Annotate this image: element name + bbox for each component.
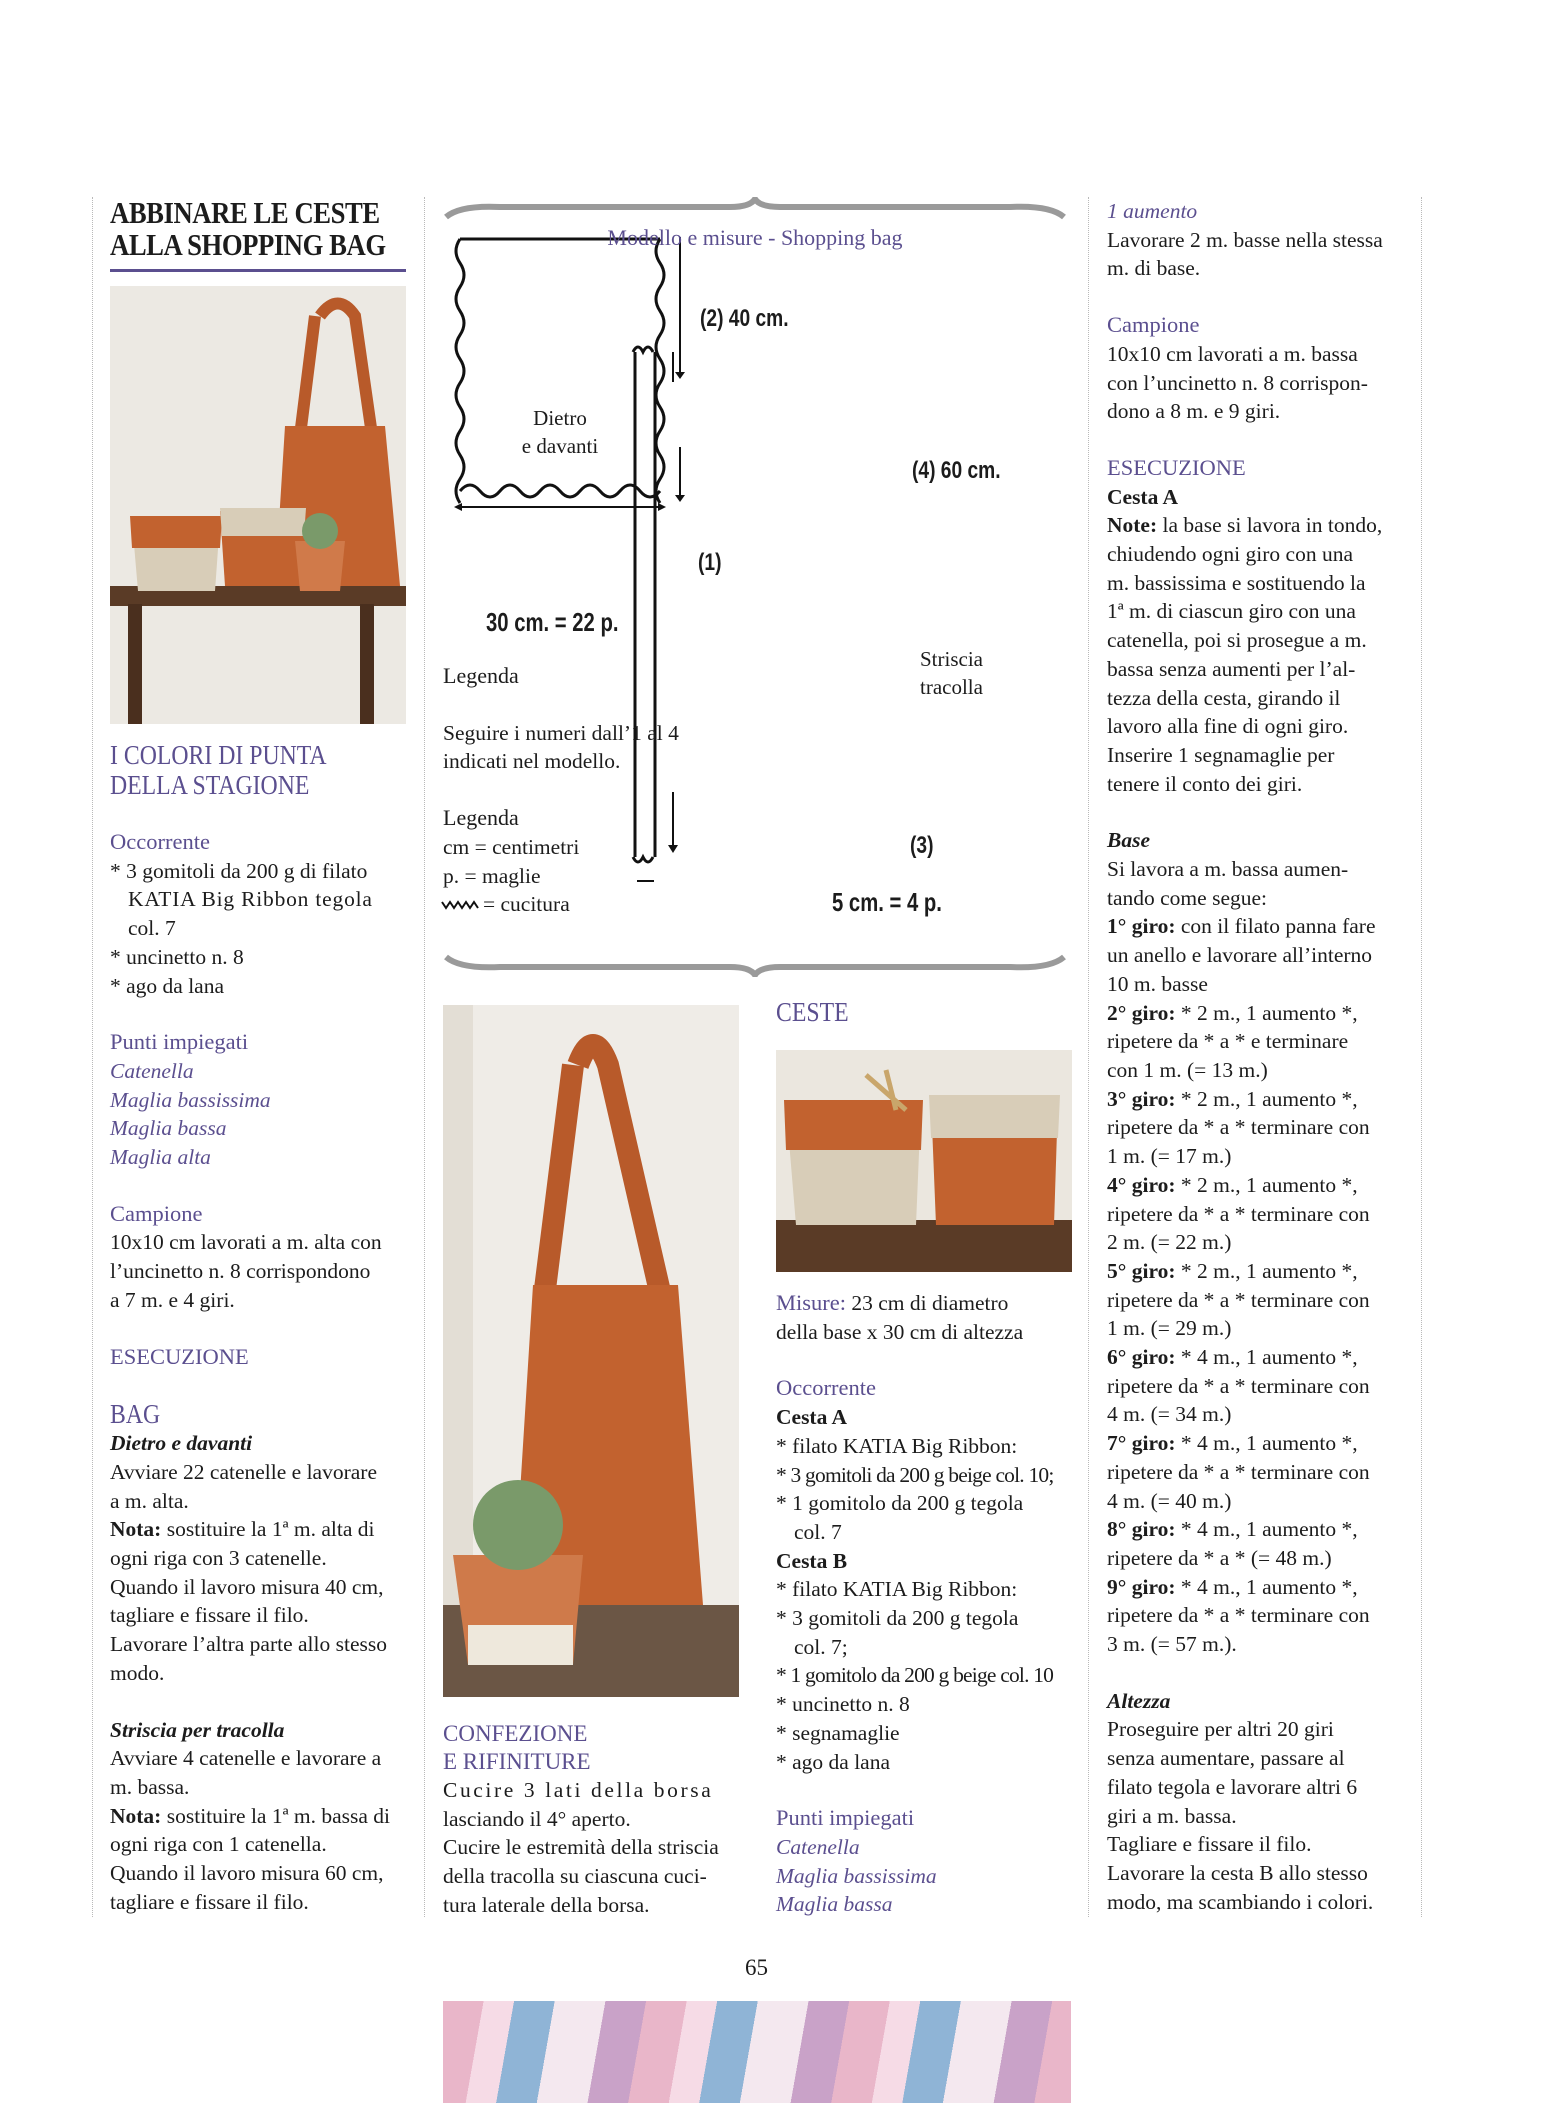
materials-line: * 1 gomitolo da 200 g tegola bbox=[776, 1491, 1024, 1516]
body-text: 10 m. basse bbox=[1107, 971, 1208, 996]
stitch-item: Catenella bbox=[776, 1834, 860, 1859]
body-text: ripetere da * a * e terminare bbox=[1107, 1029, 1349, 1054]
body-text: filato tegola e lavorare altri 6 bbox=[1107, 1774, 1358, 1799]
body-text: ripetere da * a * terminare con bbox=[1107, 1373, 1370, 1398]
body-text: 3 m. (= 57 m.). bbox=[1107, 1632, 1237, 1657]
body-text: lavoro alla fine di ogni giro. bbox=[1107, 714, 1349, 739]
body-text: Cucire le estremità della striscia bbox=[443, 1835, 719, 1860]
materials-line: * filato KATIA Big Ribbon: bbox=[776, 1433, 1018, 1458]
body-text: Nota: sostituire la 1ª m. bassa di bbox=[110, 1803, 391, 1828]
subheading: 1 aumento bbox=[1107, 199, 1198, 223]
body-text: della tracolla su ciascuna cuci- bbox=[443, 1864, 707, 1889]
stitch-item: Maglia bassa bbox=[110, 1116, 227, 1141]
ceste-heading: CESTE bbox=[776, 997, 849, 1027]
esecuzione-heading: ESECUZIONE bbox=[1107, 454, 1246, 480]
ceste-illustration bbox=[776, 1050, 1072, 1272]
body-text: ogni riga con 1 catenella. bbox=[110, 1832, 327, 1857]
body-text: a m. alta. bbox=[110, 1488, 189, 1513]
diagram-title: Modello e misure - Shopping bag bbox=[607, 225, 903, 250]
ceste-heading-wrap bbox=[776, 997, 1076, 1027]
strap-measure: (4) 60 cm. bbox=[912, 457, 1001, 484]
body-text: ripetere da * a * terminare con bbox=[1107, 1115, 1370, 1140]
body-text: Avviare 22 catenelle e lavorare bbox=[110, 1459, 377, 1484]
body-text: tagliare e fissare il filo. bbox=[110, 1889, 309, 1914]
body-text: Quando il lavoro misura 60 cm, bbox=[110, 1861, 384, 1886]
stitch-item: Maglia bassissima bbox=[776, 1863, 937, 1888]
body-text: Lavorare la cesta B allo stesso bbox=[1107, 1860, 1368, 1885]
materials-line: * 3 gomitoli da 200 g tegola bbox=[776, 1606, 1019, 1631]
bag-heading: BAG bbox=[110, 1399, 161, 1430]
materials-line: col. 7 bbox=[128, 916, 176, 941]
body-text: 4 m. (= 40 m.) bbox=[1107, 1488, 1232, 1513]
body-text: m. bassa. bbox=[110, 1774, 190, 1799]
body-text: 1 m. (= 29 m.) bbox=[1107, 1316, 1232, 1341]
subheading: Cesta A bbox=[1107, 484, 1179, 509]
campione-heading: Campione bbox=[1107, 312, 1200, 338]
body-text: Cucire 3 lati della borsa bbox=[443, 1778, 714, 1802]
body-text: catenella, poi si prosegue a m. bbox=[1107, 628, 1367, 653]
body-text: un anello e lavorare all’interno bbox=[1107, 943, 1373, 968]
body-text: l’uncinetto n. 8 corrispondono bbox=[110, 1259, 371, 1284]
materials-line: * 3 gomitoli da 200 g di filato bbox=[110, 858, 368, 883]
marker-3: (3) bbox=[910, 832, 934, 859]
body-text: giri a m. bassa. bbox=[1107, 1803, 1237, 1828]
body-text: Avviare 4 catenelle e lavorare a bbox=[110, 1746, 382, 1771]
section-heading-colori: I COLORI DI PUNTA DELLA STAGIONE bbox=[110, 740, 327, 800]
materials-line: * segnamaglie bbox=[776, 1720, 900, 1745]
materials-line: col. 7 bbox=[794, 1519, 842, 1544]
body-text: Lavorare 2 m. basse nella stessa bbox=[1107, 227, 1383, 252]
page-title: ABBINARE LE CESTE ALLA SHOPPING BAG bbox=[110, 195, 386, 262]
round-line: 8° giro: * 4 m., 1 aumento *, bbox=[1107, 1517, 1358, 1542]
body-text: 2 m. (= 22 m.) bbox=[1107, 1230, 1232, 1255]
materials-line: * ago da lana bbox=[776, 1749, 891, 1774]
body-text: Si lavora a m. bassa aumen- bbox=[1107, 857, 1349, 882]
materials-line: * uncinetto n. 8 bbox=[776, 1692, 910, 1717]
marker-1: (1) bbox=[698, 549, 722, 576]
column-rule bbox=[1088, 197, 1089, 1917]
body-text: modo. bbox=[110, 1660, 165, 1685]
materials-line: * filato KATIA Big Ribbon: bbox=[776, 1577, 1018, 1602]
body-text: bassa senza aumenti per l’al- bbox=[1107, 656, 1356, 681]
column-right bbox=[1107, 197, 1405, 1916]
round-line: 7° giro: * 4 m., 1 aumento *, bbox=[1107, 1431, 1358, 1456]
shopping-bag-photo bbox=[443, 1005, 739, 1697]
round-line: 9° giro: * 4 m., 1 aumento *, bbox=[1107, 1574, 1358, 1599]
body-text: ripetere da * a * terminare con bbox=[1107, 1603, 1370, 1628]
body-text: tura laterale della borsa. bbox=[443, 1892, 650, 1917]
body-text: ripetere da * a * terminare con bbox=[1107, 1201, 1370, 1226]
body-text: tagliare e fissare il filo. bbox=[110, 1603, 309, 1628]
subheading: Base bbox=[1107, 828, 1150, 853]
page-number: 65 bbox=[745, 1955, 768, 1980]
body-text: chiudendo ogni giro con una bbox=[1107, 542, 1354, 567]
stitch-item: Catenella bbox=[110, 1058, 194, 1083]
round-line: 1° giro: con il filato panna fare bbox=[1107, 914, 1376, 939]
shopping-bag-illustration bbox=[443, 1005, 739, 1697]
body-text: a 7 m. e 4 giri. bbox=[110, 1287, 235, 1312]
body-text: tenere il conto dei giri. bbox=[1107, 771, 1303, 796]
subheading: Cesta B bbox=[776, 1548, 848, 1573]
body-text: Lavorare l’altra parte allo stesso bbox=[110, 1632, 387, 1657]
width-measure: 30 cm. = 22 p. bbox=[486, 607, 619, 637]
subheading: Dietro e davanti bbox=[110, 1431, 253, 1456]
title-underline bbox=[110, 269, 406, 272]
stitch-item: Maglia alta bbox=[110, 1145, 211, 1170]
body-text: della base x 30 cm di altezza bbox=[776, 1319, 1024, 1344]
panel-label: Dietro e davanti bbox=[521, 406, 599, 458]
body-text: ripetere da * a * (= 48 m.) bbox=[1107, 1545, 1332, 1570]
body-text: con l’uncinetto n. 8 corrispon- bbox=[1107, 370, 1368, 395]
strap-width-measure: 5 cm. = 4 p. bbox=[832, 887, 942, 917]
strap-label: Striscia tracolla bbox=[920, 647, 983, 699]
materials-line: * uncinetto n. 8 bbox=[110, 944, 244, 969]
body-text: 10x10 cm lavorati a m. bassa bbox=[1107, 341, 1358, 366]
round-line: 6° giro: * 4 m., 1 aumento *, bbox=[1107, 1345, 1358, 1370]
body-text: Tagliare e fissare il filo. bbox=[1107, 1832, 1312, 1857]
column-rule bbox=[1421, 197, 1422, 1917]
body-text: ripetere da * a * terminare con bbox=[1107, 1459, 1370, 1484]
body-text: ripetere da * a * terminare con bbox=[1107, 1287, 1370, 1312]
round-line: 3° giro: * 2 m., 1 aumento *, bbox=[1107, 1086, 1358, 1111]
body-text: con 1 m. (= 13 m.) bbox=[1107, 1057, 1268, 1082]
body-text: Misure: 23 cm di diametro bbox=[776, 1290, 1009, 1315]
body-text: senza aumentare, passare al bbox=[1107, 1746, 1345, 1771]
subheading: Cesta A bbox=[776, 1405, 848, 1430]
body-text: tezza della cesta, girando il bbox=[1107, 685, 1341, 710]
occorrente-heading: Occorrente bbox=[110, 829, 210, 854]
body-text: Quando il lavoro misura 40 cm, bbox=[110, 1574, 384, 1599]
baskets-bag-photo bbox=[110, 286, 406, 724]
punti-heading: Punti impiegati bbox=[776, 1805, 915, 1831]
esecuzione-heading: ESECUZIONE bbox=[110, 1343, 249, 1369]
body-text: Nota: sostituire la 1ª m. alta di bbox=[110, 1517, 375, 1542]
materials-line: KATIA Big Ribbon tegola bbox=[128, 887, 373, 912]
body-text: dono a 8 m. e 9 giri. bbox=[1107, 399, 1281, 424]
materials-line: col. 7; bbox=[794, 1634, 848, 1659]
round-line: 4° giro: * 2 m., 1 aumento *, bbox=[1107, 1172, 1358, 1197]
body-text: m. di base. bbox=[1107, 256, 1201, 281]
subheading: Striscia per tracolla bbox=[110, 1717, 285, 1742]
punti-heading: Punti impiegati bbox=[110, 1029, 249, 1055]
column-confezione bbox=[443, 1720, 743, 1920]
body-text: ogni riga con 3 catenelle. bbox=[110, 1546, 327, 1571]
stitch-item: Maglia bassa bbox=[776, 1892, 893, 1917]
column-left bbox=[110, 197, 406, 1917]
occorrente-heading: Occorrente bbox=[776, 1375, 876, 1401]
body-text: Proseguire per altri 20 giri bbox=[1107, 1717, 1334, 1742]
body-text: m. bassissima e sostituendo la bbox=[1107, 570, 1366, 595]
round-line: 5° giro: * 2 m., 1 aumento *, bbox=[1107, 1258, 1358, 1283]
yarn-photo-strip bbox=[443, 2001, 1071, 2103]
confezione-heading: CONFEZIONE E RIFINITURE bbox=[443, 1721, 591, 1774]
stitch-item: Maglia bassissima bbox=[110, 1087, 271, 1112]
round-line: 2° giro: * 2 m., 1 aumento *, bbox=[1107, 1000, 1358, 1025]
top-measure: (2) 40 cm. bbox=[700, 305, 789, 332]
materials-line: * 1 gomitolo da 200 g beige col. 10 bbox=[776, 1663, 1054, 1688]
materials-line: * ago da lana bbox=[110, 973, 225, 998]
legend-block: Legenda Seguire i numeri dall’1 al 4 indicati nel modello. Legenda cm = centimetri p. = maglie = cucitura bbox=[443, 663, 679, 917]
pattern-diagram bbox=[440, 197, 1070, 977]
body-text: 4 m. (= 34 m.) bbox=[1107, 1402, 1232, 1427]
body-text: tando come segue: bbox=[1107, 885, 1268, 910]
campione-heading: Campione bbox=[110, 1200, 203, 1226]
materials-line: * 3 gomitoli da 200 g beige col. 10; bbox=[776, 1462, 1054, 1487]
body-text: Inserire 1 segnamaglie per bbox=[1107, 742, 1335, 767]
body-text: modo, ma scambiando i colori. bbox=[1107, 1889, 1374, 1914]
ceste-body bbox=[776, 1289, 1076, 1919]
column-rule bbox=[424, 197, 425, 1917]
column-rule bbox=[92, 197, 93, 1917]
body-text: Note: la base si lavora in tondo, bbox=[1107, 513, 1383, 538]
body-text: 1 m. (= 17 m.) bbox=[1107, 1144, 1232, 1169]
baskets-bag-illustration bbox=[110, 286, 406, 724]
body-text: 10x10 cm lavorati a m. alta con bbox=[110, 1230, 382, 1255]
body-text: lasciando il 4° aperto. bbox=[443, 1806, 631, 1831]
subheading: Altezza bbox=[1107, 1688, 1171, 1713]
body-text: 1ª m. di ciascun giro con una bbox=[1107, 599, 1356, 624]
ceste-photo bbox=[776, 1050, 1072, 1272]
